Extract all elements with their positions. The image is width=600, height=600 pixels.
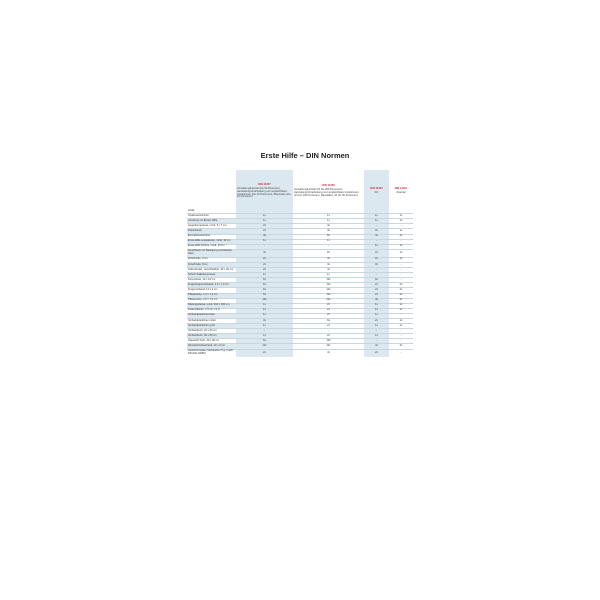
- norm-label: DIN 13169: [322, 184, 335, 188]
- cell-din-13169: 1x: [293, 214, 364, 219]
- cell-din-13157: 12x: [236, 344, 293, 349]
- cell-din-13157: 6x: [236, 288, 293, 293]
- cell-din-13157: 6x: [236, 293, 293, 298]
- cell-din-13167: -: [389, 239, 413, 244]
- cell-din-13164: 4x: [364, 344, 389, 349]
- cell-din-13167: -: [389, 339, 413, 344]
- row-item-label: Fingerverband, 12 x 2 cm: [187, 288, 236, 293]
- row-item-label: Anleitung zur Ersten Hilfe: [187, 219, 236, 224]
- table-header-row: [187, 170, 413, 214]
- cell-din-13164: 2x: [364, 283, 389, 288]
- cell-din-13164: -: [364, 239, 389, 244]
- cell-din-13169: 4x: [293, 229, 364, 234]
- cell-din-13157: 6x: [236, 278, 293, 283]
- cell-din-13164: 1x: [364, 334, 389, 339]
- row-item-label: Vliesstoff-Tuch, 20 x 30 cm: [187, 339, 236, 344]
- cell-din-13157: -: [236, 329, 293, 334]
- column-header-din-13164: [364, 170, 389, 214]
- din-norms-table: [187, 170, 413, 357]
- row-item-label: Kompresse, 10 x 10 cm: [187, 278, 236, 283]
- column-header-din-13169: [293, 170, 364, 214]
- cell-din-13164: 4x: [364, 298, 389, 303]
- cell-din-13164: 6x: [364, 278, 389, 283]
- cell-din-13167: -: [389, 268, 413, 273]
- cell-din-13167: 1x: [389, 244, 413, 249]
- cell-din-13157: 2x: [236, 229, 293, 234]
- cell-din-13164: 1x: [364, 324, 389, 329]
- cell-din-13164: -: [364, 273, 389, 278]
- column-header-din-13157: [236, 170, 293, 214]
- cell-din-13167: -: [389, 278, 413, 283]
- cell-din-13169: 24x: [293, 344, 364, 349]
- norm-description: Zweirad: [396, 191, 406, 195]
- cell-din-13169: 2x: [293, 334, 364, 339]
- cell-din-13169: 6x: [293, 318, 364, 323]
- cell-din-13164: 1x: [364, 313, 389, 318]
- cell-din-13164: 2x: [364, 288, 389, 293]
- cell-din-13167: 1x: [389, 229, 413, 234]
- table-row: [187, 349, 413, 357]
- cell-din-13169: 2x: [293, 308, 364, 313]
- cell-din-13164: 1x: [364, 303, 389, 308]
- table-body: [187, 214, 413, 357]
- row-item-label: Fixierbinde, 6 cm: [187, 257, 236, 262]
- cell-din-13164: -: [364, 329, 389, 334]
- cell-din-13169: 1x: [293, 239, 364, 244]
- row-item-label: Fingerkuppenverband, 4,3 x 7,2 cm: [187, 283, 236, 288]
- cell-din-13164: 1x: [364, 244, 389, 249]
- cell-din-13157: 1x: [236, 273, 293, 278]
- cell-din-13164: 2x: [364, 293, 389, 298]
- cell-din-13167: 2x: [389, 283, 413, 288]
- cell-din-13167: 4x: [389, 298, 413, 303]
- cell-din-13164: 2x: [364, 318, 389, 323]
- cell-din-13167: 2x: [389, 293, 413, 298]
- cell-din-13164: -: [364, 224, 389, 229]
- cell-din-13169: 4x: [293, 257, 364, 262]
- norm-label: DIN 13167: [394, 187, 408, 191]
- cell-din-13167: 1x: [389, 318, 413, 323]
- cell-din-13157: 2x: [236, 262, 293, 267]
- cell-din-13169: 12x: [293, 278, 364, 283]
- cell-din-13167: 1x: [389, 249, 413, 257]
- cell-din-13167: -: [389, 224, 413, 229]
- row-item-label: Schutz-Kaltekompresse: [187, 273, 236, 278]
- cell-din-13167: 1x: [389, 214, 413, 219]
- row-item-label: Feuchttuch zur Reinigung unverletzter Haut: [187, 249, 236, 257]
- cell-din-13169: -: [293, 244, 364, 249]
- row-item-label: Augenkompresse, mind. 5 x 7 cm: [187, 224, 236, 229]
- cell-din-13167: 1x: [389, 257, 413, 262]
- cell-din-13167: 2x: [389, 288, 413, 293]
- cell-din-13169: 2x: [293, 303, 364, 308]
- cell-din-13164: 4x: [364, 234, 389, 239]
- cell-din-13167: 1x: [389, 324, 413, 329]
- cell-din-13157: 2x: [236, 268, 293, 273]
- cell-din-13169: 2x: [293, 324, 364, 329]
- norm-description: Verwaltung/Handel (bis 50 Personen), Herstellung/Verarbeitung und vergleichbare Institutionen (bis 20 Personen), Baustellen (bis 10 Personen): [237, 186, 291, 199]
- page-title: Erste Hilfe – DIN Normen: [260, 151, 350, 160]
- cell-din-13157: 2x: [236, 349, 293, 357]
- column-header-item: Inhalt: [188, 208, 195, 212]
- column-header-din-13167: [389, 170, 413, 214]
- cell-din-13167: -: [389, 349, 413, 357]
- cell-din-13157: 12x: [236, 298, 293, 303]
- cell-din-13157: 4x: [236, 249, 293, 257]
- cell-din-13169: 1x: [293, 273, 364, 278]
- cell-din-13164: 2x: [364, 249, 389, 257]
- cell-din-13157: 4x: [236, 234, 293, 239]
- cell-din-13164: 2x: [364, 257, 389, 262]
- cell-din-13157: 1x: [236, 214, 293, 219]
- row-item-label: Fixierbinde, 8 cm: [187, 262, 236, 267]
- norm-label: DIN 13157: [258, 182, 271, 186]
- cell-din-13164: 2x: [364, 229, 389, 234]
- row-item-label: Gesichtsmaske (Verbandset Typ I nach DIN EN 14683): [187, 349, 236, 357]
- cell-din-13157: 5x: [236, 339, 293, 344]
- cell-din-13167: 1x: [389, 308, 413, 313]
- cell-din-13169: 8x: [293, 249, 364, 257]
- cell-din-13167: -: [389, 273, 413, 278]
- cell-din-13169: 12x: [293, 288, 364, 293]
- cell-din-13164: -: [364, 339, 389, 344]
- cell-din-13164: 1x: [364, 214, 389, 219]
- cell-din-13157: -: [236, 244, 293, 249]
- norm-description: Kfz: [374, 191, 379, 195]
- cell-din-13169: 4x: [293, 349, 364, 357]
- row-item-label: Pflasterstrip, 1,9 x 7,2 cm: [187, 293, 236, 298]
- cell-din-13167: -: [389, 329, 413, 334]
- cell-din-13169: 2x: [293, 313, 364, 318]
- norm-label: DIN 13164: [370, 187, 383, 191]
- cell-din-13157: 1x: [236, 219, 293, 224]
- cell-din-13164: 3x: [364, 262, 389, 267]
- row-item-label: Wundschnellverband, 10 x 6 cm: [187, 344, 236, 349]
- cell-din-13169: 24x: [293, 298, 364, 303]
- row-item-label: Erste-Hilfe-Schere, mind. 14 cm: [187, 244, 236, 249]
- cell-din-13169: 4x: [293, 224, 364, 229]
- cell-din-13167: -: [389, 313, 413, 318]
- row-item-label: Dreiecktuch: [187, 229, 236, 234]
- cell-din-13169: -: [293, 329, 364, 334]
- row-item-label: Rettungsdecke, mind. 210 x 160 cm: [187, 303, 236, 308]
- table-row: [187, 249, 413, 257]
- row-item-label: Verbandpäckchen klein: [187, 313, 236, 318]
- cell-din-13167: 1x: [389, 219, 413, 224]
- cell-din-13157: 6x: [236, 283, 293, 288]
- norm-description: Verwaltung/Handel (51 bis 300 Personen), Herstellung/Verarbeitung und vergleichbare Institutionen (21 bis 100 Personen), Baustellen (11 bis 50 Personen): [294, 188, 359, 197]
- cell-din-13167: -: [389, 262, 413, 267]
- cell-din-13157: 1x: [236, 313, 293, 318]
- cell-din-13167: 4x: [389, 344, 413, 349]
- cell-din-13157: 2x: [236, 257, 293, 262]
- row-item-label: Verbandpäckchen mittel: [187, 318, 236, 323]
- row-item-label: Verbandtuch, 40 x 60 cm: [187, 329, 236, 334]
- row-item-label: Verbandtuch, 60 x 80 cm: [187, 334, 236, 339]
- cell-din-13167: 4x: [389, 234, 413, 239]
- cell-din-13157: 2x: [236, 224, 293, 229]
- cell-din-13157: 1x: [236, 324, 293, 329]
- row-item-label: Pflasterstrip, 2,5 x 7,2 cm: [187, 298, 236, 303]
- cell-din-13167: 1x: [389, 303, 413, 308]
- cell-din-13157: 3x: [236, 318, 293, 323]
- cell-din-13157: 1x: [236, 308, 293, 313]
- cell-din-13164: 1x: [364, 219, 389, 224]
- cell-din-13169: 8x: [293, 234, 364, 239]
- cell-din-13169: 10x: [293, 339, 364, 344]
- cell-din-13169: 12x: [293, 293, 364, 298]
- row-item-label: Verbandpäckchen groß: [187, 324, 236, 329]
- cell-din-13157: 1x: [236, 239, 293, 244]
- row-item-label: Inhaltsverzeichnis: [187, 214, 236, 219]
- cell-din-13157: 1x: [236, 334, 293, 339]
- cell-din-13157: 1x: [236, 303, 293, 308]
- cell-din-13169: 12x: [293, 283, 364, 288]
- row-item-label: Einmalhandschuhe: [187, 234, 236, 239]
- cell-din-13167: -: [389, 334, 413, 339]
- cell-din-13169: 4x: [293, 262, 364, 267]
- cell-din-13164: 2x: [364, 349, 389, 357]
- cell-din-13164: 1x: [364, 308, 389, 313]
- row-item-label: Rollenpflaster, 2,5 cm x 5 m: [187, 308, 236, 313]
- cell-din-13169: 1x: [293, 219, 364, 224]
- cell-din-13164: -: [364, 268, 389, 273]
- row-item-label: Folienbeutel, verschließbar, 30 x 40 cm: [187, 268, 236, 273]
- cell-din-13169: 4x: [293, 268, 364, 273]
- row-item-label: Erste-Hilfe-Leistedecke, mind. 19 cm: [187, 239, 236, 244]
